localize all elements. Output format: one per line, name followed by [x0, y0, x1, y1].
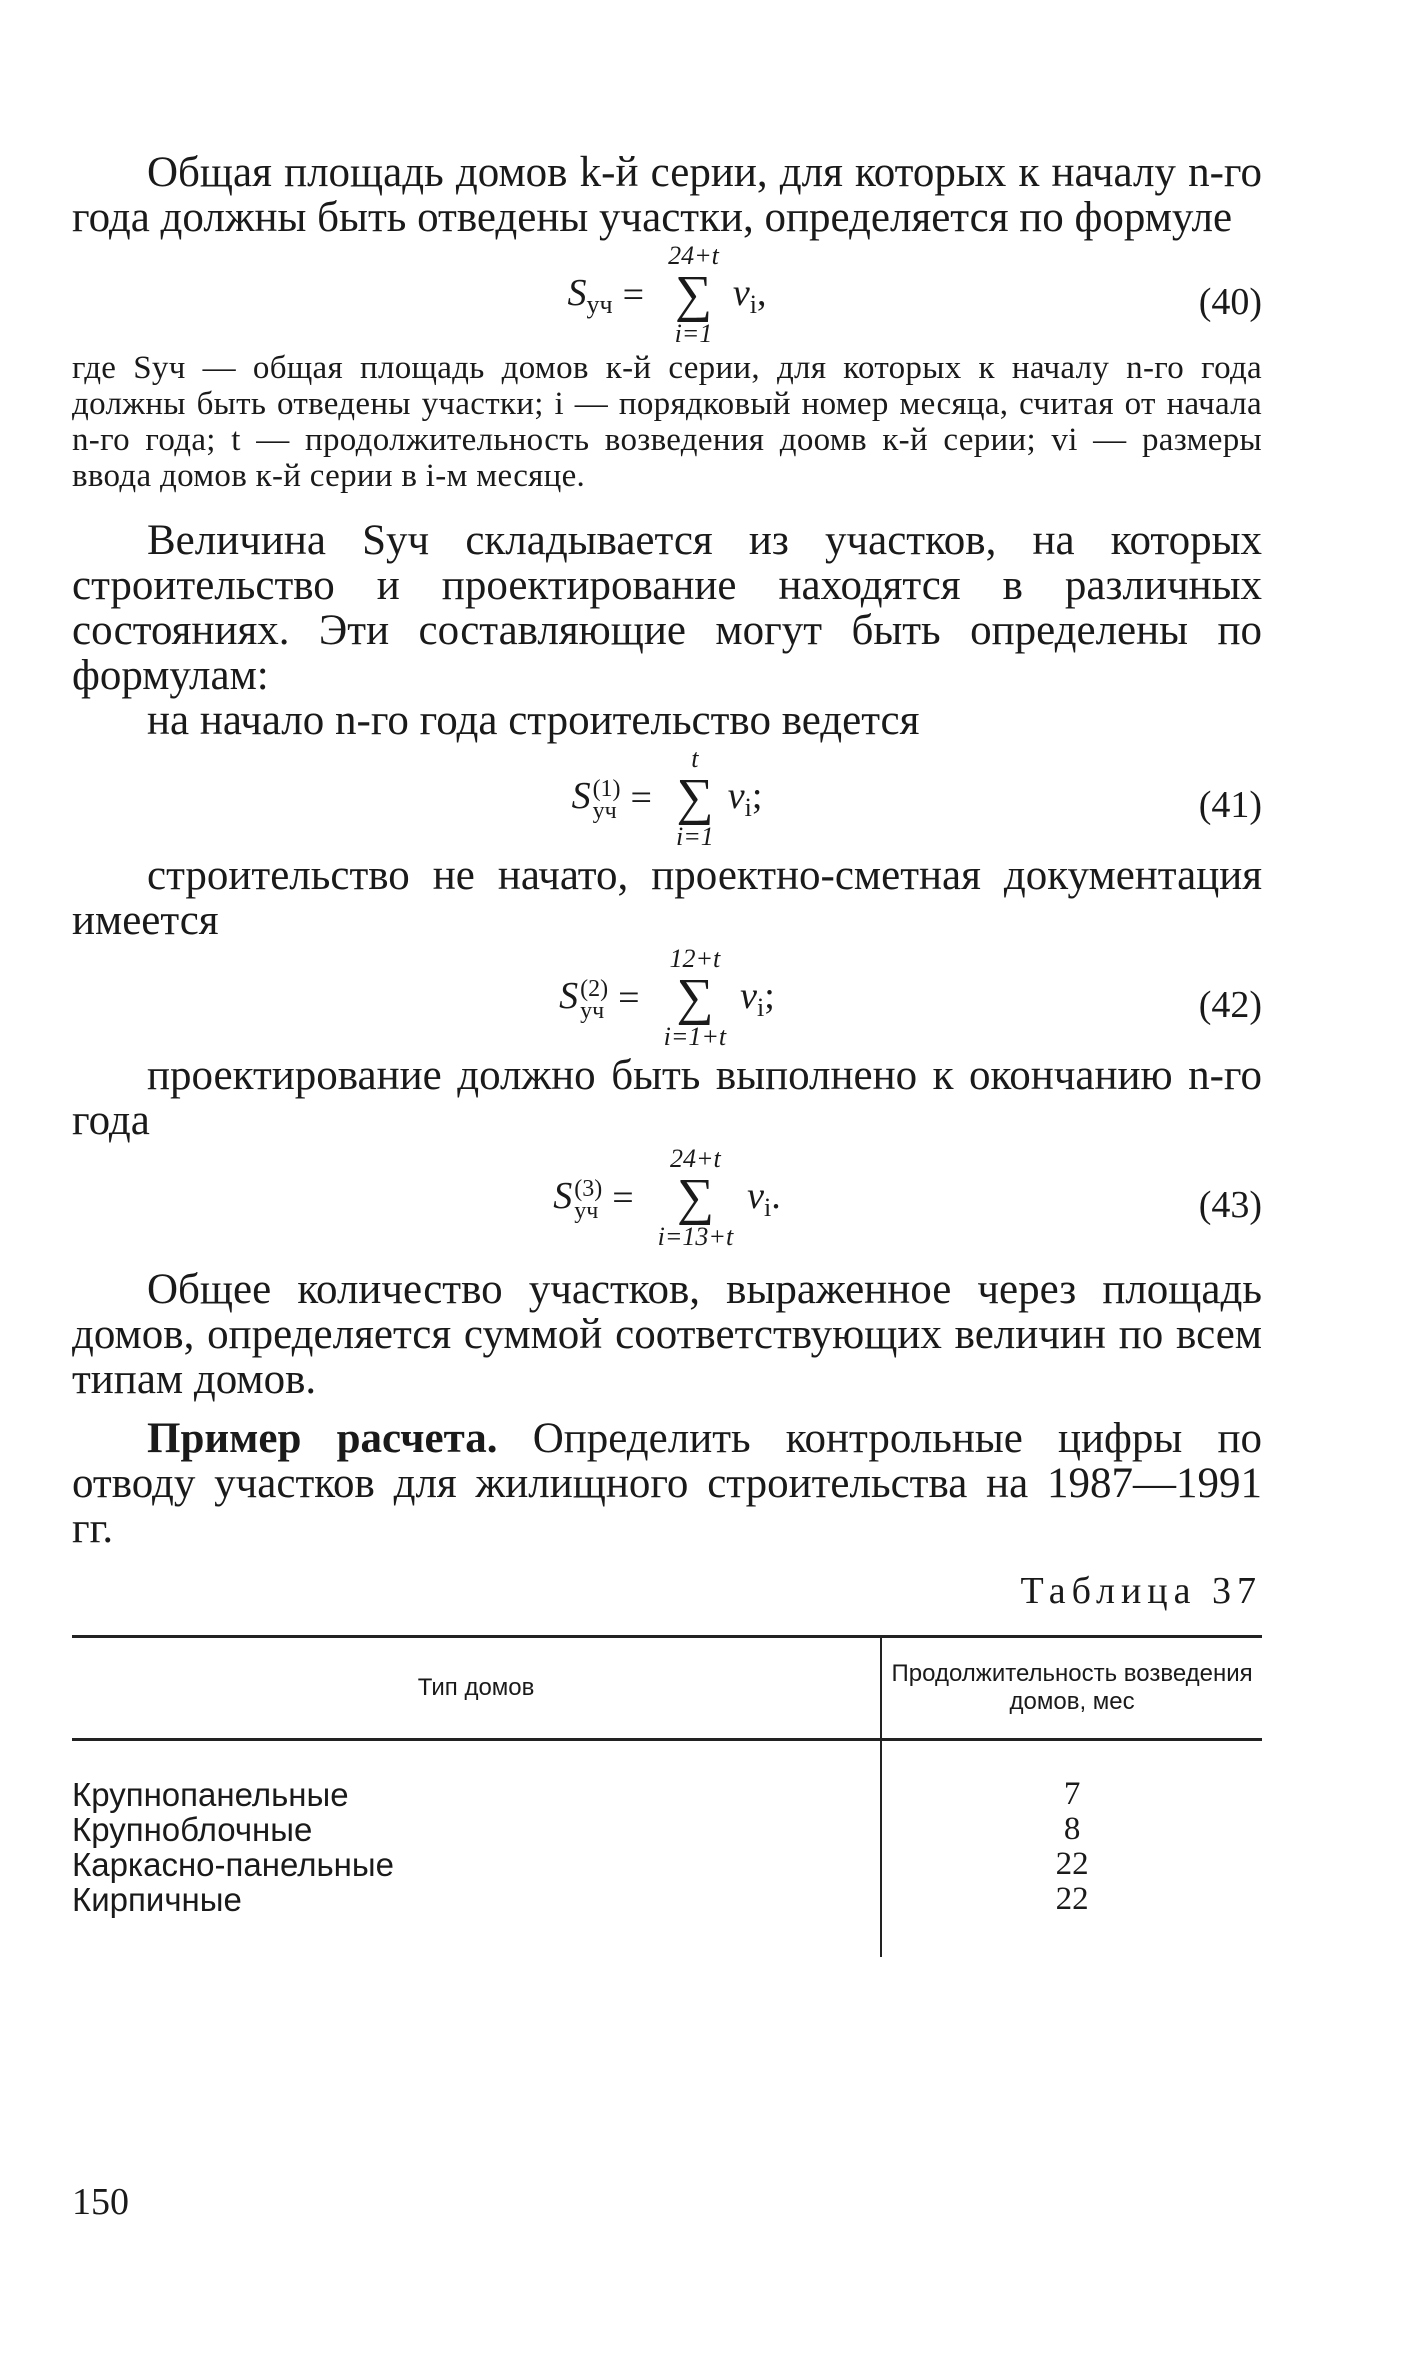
formula-41: S (1) уч = t ∑ i=1 $v_i$; (41): [571, 744, 1262, 851]
formula-43-term: $v_i$.: [747, 1174, 781, 1222]
formula-42-term: $v_i$;: [740, 974, 775, 1022]
sum-symbol: 24+t ∑ i=1: [668, 241, 719, 348]
cell-duration: 7: [881, 1740, 1262, 1813]
paragraph-case-1: на начало n-го года строительство ведется: [147, 697, 920, 744]
formula-number: (40): [1198, 281, 1262, 323]
paragraph-case-3: проектирование должно быть выполнено к окончанию n-го года: [72, 1052, 1262, 1144]
formula-43-lhs: S (3) уч: [553, 1175, 603, 1224]
cell-type: Каркасно-панельные: [72, 1846, 394, 1883]
cell-duration: 22: [881, 1882, 1262, 1957]
example-text: Определить контрольные цифры по отводу участков для жилищного строительства на 1987—1991 гг.: [72, 1415, 1262, 1552]
formula-number: (43): [1198, 1184, 1262, 1226]
sum-symbol: 12+t ∑ i=1+t: [663, 944, 727, 1051]
sum-symbol: 24+t ∑ i=13+t: [657, 1144, 734, 1251]
formula-number: (42): [1198, 984, 1262, 1026]
formula-40-term: $v_i$,: [732, 271, 767, 319]
formula-40: $S_{уч}$ = 24+t ∑ i=1 $v_i$, (40): [567, 241, 1262, 348]
cell-duration: 8: [881, 1812, 1262, 1847]
table-header-row: [72, 1637, 1262, 1740]
paragraph-intro: Общая площадь домов k-й серии, для которых к началу n-го года должны быть отведены участки, определяется по формуле: [72, 149, 1262, 241]
cell-type: Кирпичные: [72, 1881, 242, 1918]
table-row: [72, 1740, 1262, 1813]
column-header-duration: Продолжительность возведения домов, мес: [881, 1637, 1262, 1740]
paragraph-total: Общее количество участков, выраженное через площадь домов, определяется суммой соответствующих величин по всем типам домов.: [72, 1266, 1262, 1403]
paragraph-case-2: строительство не начато, проектно-сметная документация имеется: [72, 852, 1262, 944]
paragraph-example: [72, 1416, 1262, 1551]
page-content: [72, 150, 1262, 1957]
cell-duration: 22: [881, 1847, 1262, 1882]
page-number: 150: [72, 2181, 129, 2223]
formula-41-term: $v_i$;: [727, 774, 763, 822]
example-heading: Пример расчета.: [147, 1415, 498, 1462]
formula-43: S (3) уч = 24+t ∑ i=13+t $v_i$. (43): [553, 1144, 1262, 1251]
column-header-type: Тип домов: [72, 1637, 881, 1740]
formula-40-lhs: $S_{уч}$: [567, 271, 613, 319]
cell-type: Крупноблочные: [72, 1811, 313, 1848]
house-types-table: [72, 1635, 1262, 1957]
table-row: [72, 1847, 1262, 1882]
table-caption: Таблица 37: [1020, 1570, 1262, 1612]
paragraph-components: Величина Sуч складывается из участков, на которых строительство и проектирование находятся в различных состояниях. Эти составляющие могут быть определены по формулам:: [72, 517, 1262, 699]
formula-number: (41): [1198, 784, 1262, 826]
sum-symbol: t ∑ i=1: [675, 744, 714, 851]
formula-41-lhs: S (1) уч: [571, 775, 621, 824]
table-row: [72, 1812, 1262, 1847]
formula-legend: где Sуч — общая площадь домов к-й серии, для которых к началу n-го года должны быть отведены участки; i — порядковый номер месяца, считая от начала n-го года; t — продолжительность возведения доомв к-й серии; vi — размеры ввода домов к-й серии в i-м месяце.: [72, 350, 1262, 494]
formula-42-lhs: S (2) уч: [559, 975, 609, 1024]
cell-type: Крупнопанельные: [72, 1776, 349, 1813]
formula-42: S (2) уч = 12+t ∑ i=1+t $v_i$; (42): [559, 944, 1262, 1051]
table-row: [72, 1882, 1262, 1957]
